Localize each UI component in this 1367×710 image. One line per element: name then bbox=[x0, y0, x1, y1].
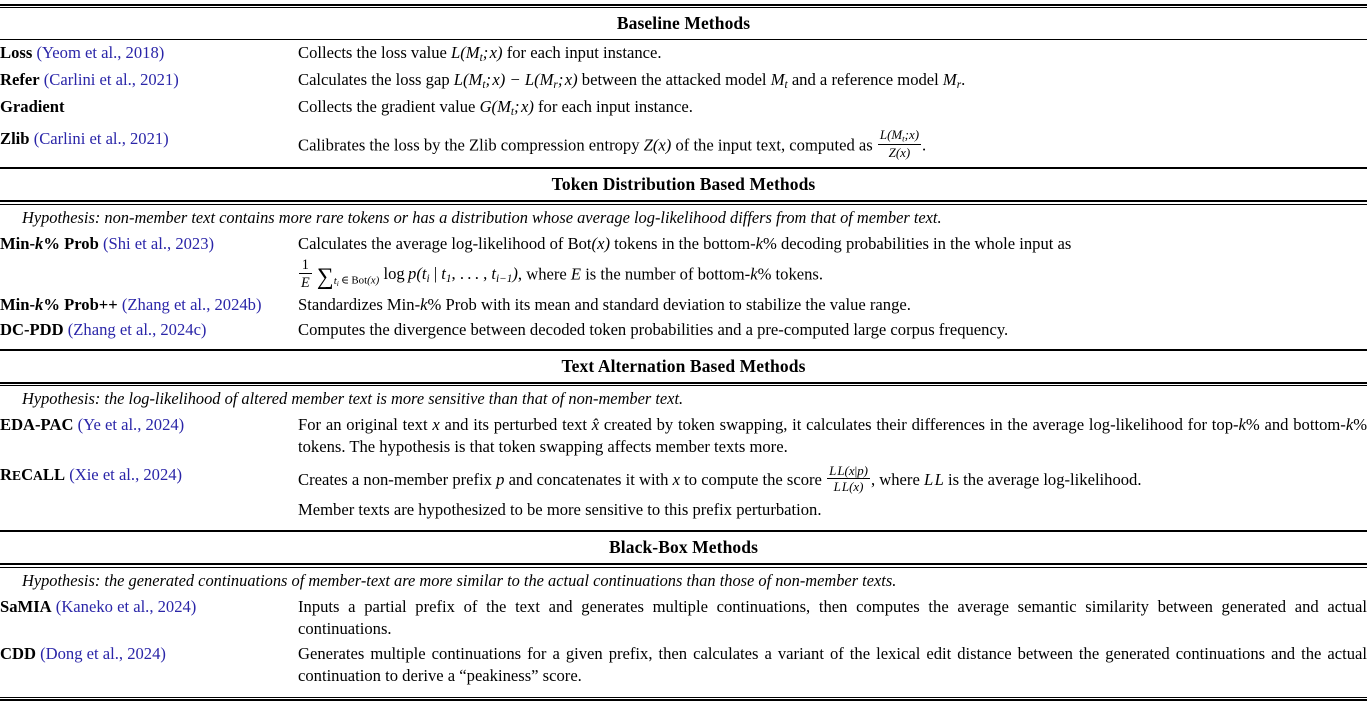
citation[interactable]: (Carlini et al., 2021) bbox=[33, 128, 169, 148]
table-row bbox=[0, 94, 1367, 121]
hypothesis-label: Hypothesis: bbox=[22, 207, 101, 227]
desc-text: Calculates the average log-likelihood of bbox=[298, 233, 568, 253]
method-name-mink bbox=[0, 231, 298, 292]
token-rows bbox=[0, 231, 1367, 342]
table-bottom-rule bbox=[0, 697, 1367, 701]
desc-text: for each input instance. bbox=[502, 42, 662, 62]
desc-text: Member texts are hypothesized to be more sensitive to this prefix perturbation. bbox=[298, 500, 822, 520]
table-row bbox=[0, 460, 1367, 523]
table-row bbox=[0, 413, 1367, 460]
method-name-refer bbox=[0, 67, 298, 94]
method-name-recall bbox=[0, 460, 298, 523]
math-loss: $L(M_t$; x) bbox=[451, 42, 503, 65]
method-label: Min-k% Prob++ bbox=[0, 294, 118, 314]
method-label: RECALL bbox=[0, 464, 66, 484]
desc-text: and concatenates it with bbox=[504, 469, 673, 489]
baseline-rows bbox=[0, 40, 1367, 161]
desc-text: Standardizes Min- bbox=[298, 294, 421, 314]
hypothesis-text: non-member text contains more rare tokens or has a distribution whose average log-likelihood differs from that of member text. bbox=[104, 207, 942, 227]
method-label: Gradient bbox=[0, 96, 65, 116]
method-label: EDA-PAC bbox=[0, 415, 74, 435]
table-row bbox=[0, 67, 1367, 94]
method-label: Min-k% Prob bbox=[0, 233, 99, 253]
desc-text: and its perturbed text bbox=[439, 415, 592, 435]
method-desc-gradient bbox=[298, 94, 1367, 121]
math-refer-gap: $L(M_t$; $x) - L(M_r$; x) bbox=[453, 69, 578, 92]
math-zx: Z(x) bbox=[643, 135, 672, 155]
method-desc-minkpp: Standardizes Min-k% Prob with its mean and standard deviation to stabilize the value range. bbox=[298, 294, 911, 314]
section-title-alternation: Text Alternation Based Methods bbox=[561, 355, 806, 376]
desc-text: % tokens. bbox=[757, 264, 824, 284]
desc-text: is the average log-likelihood. bbox=[943, 469, 1142, 489]
hypothesis-alternation bbox=[0, 386, 1367, 413]
desc-text: Computes the divergence between decoded token probabilities and a pre-computed large corpus frequency. bbox=[298, 319, 1009, 339]
desc-text: for each input instance. bbox=[533, 96, 693, 116]
citation[interactable]: (Zhang et al., 2024c) bbox=[67, 319, 207, 339]
section-title-blackbox: Black-Box Methods bbox=[609, 537, 758, 558]
method-name-samia bbox=[0, 594, 298, 641]
method-name-gradient bbox=[0, 94, 298, 121]
desc-text: Collects the gradient value bbox=[298, 96, 480, 116]
method-name-eda bbox=[0, 413, 298, 460]
math-zlib-fraction: $\frac{L(M_t;x)}{Z(x)}$ bbox=[879, 126, 919, 160]
desc-text: For an original text bbox=[298, 415, 433, 435]
citation[interactable]: (Yeom et al., 2018) bbox=[36, 42, 165, 62]
method-name-minkpp bbox=[0, 292, 298, 317]
method-label: Refer bbox=[0, 69, 40, 89]
citation[interactable]: (Shi et al., 2023) bbox=[102, 233, 215, 253]
desc-text: Calibrates the loss by the Zlib compression entropy bbox=[298, 135, 644, 155]
method-desc-mink: Calculates the average log-likelihood of Bot(x) tokens in the bottom-k% decoding probabilities in the whole input as $\frac{1}{E}$ $\sum_{t_i \in Bot(x)}$ $\log p(t_i$ | $t_1$, . . . , $t_{i-1}$), where E is the number of bottom-k% tokens. bbox=[298, 233, 1072, 291]
desc-text: % decoding probabilities in the whole input as bbox=[763, 233, 1072, 253]
desc-text: between the attacked model bbox=[577, 69, 771, 89]
hypothesis-text: the log-likelihood of altered member text is more sensitive than that of non-member text. bbox=[104, 389, 684, 409]
math-recall-fraction: $\frac{\text{L L(x|p)}}{\text{L L(x)}}$ bbox=[829, 462, 868, 494]
citation[interactable]: (Kaneko et al., 2024) bbox=[55, 596, 197, 616]
desc-text: Collects the loss value bbox=[298, 42, 452, 62]
method-desc-dcpdd bbox=[298, 317, 1367, 342]
method-desc-zlib bbox=[298, 122, 1367, 162]
method-name-loss bbox=[0, 40, 298, 67]
desc-text: Generates multiple continuations for a given prefix, then calculates a variant of the lexical edit distance between the generated continuations and the actual continuation to derive a “peakiness” score. bbox=[298, 643, 1367, 685]
method-label: Loss bbox=[0, 42, 33, 62]
math-x-hat: x̂ bbox=[591, 415, 600, 435]
table-row bbox=[0, 317, 1367, 342]
table-row bbox=[0, 292, 1367, 317]
section-title-baseline: Baseline Methods bbox=[616, 13, 751, 34]
desc-text: Inputs a partial prefix of the text and generates multiple continuations, then computes the average semantic similarity between generated and actual continuations. bbox=[298, 596, 1367, 638]
section-title-token: Token Distribution Based Methods bbox=[551, 174, 816, 195]
method-desc-samia bbox=[298, 594, 1367, 641]
citation[interactable]: (Dong et al., 2024) bbox=[40, 643, 166, 663]
math-gradient: $G(M_t$; x) bbox=[479, 96, 534, 119]
desc-text: created by token swapping, it calculates their differences in the average log-likelihood for top- bbox=[599, 415, 1239, 435]
method-desc-refer bbox=[298, 67, 1367, 94]
method-desc-loss bbox=[298, 40, 1367, 67]
math-one-over-e: $\frac{1}{E}$ bbox=[301, 256, 310, 291]
citation[interactable]: (Carlini et al., 2021) bbox=[43, 69, 179, 89]
blackbox-rows bbox=[0, 594, 1367, 688]
desc-text: , where bbox=[517, 264, 571, 284]
hypothesis-label: Hypothesis: bbox=[22, 570, 101, 590]
method-name-dcpdd bbox=[0, 317, 298, 342]
table-row bbox=[0, 594, 1367, 641]
method-desc-cdd bbox=[298, 641, 1367, 688]
citation[interactable]: (Xie et al., 2024) bbox=[69, 464, 183, 484]
method-label: DC-PDD bbox=[0, 319, 64, 339]
desc-text: . bbox=[922, 135, 927, 155]
method-label: SaMIA bbox=[0, 596, 52, 616]
table-row bbox=[0, 641, 1367, 688]
math-botx: Bot(x) bbox=[567, 233, 610, 253]
method-name-cdd bbox=[0, 641, 298, 688]
table-row bbox=[0, 122, 1367, 162]
desc-text: % tokens. The hypothesis is that token swapping affects member texts more. bbox=[298, 415, 1367, 457]
alternation-rows bbox=[0, 413, 1367, 523]
math-mt: $M_t$ bbox=[770, 69, 788, 92]
desc-text: tokens in the bottom- bbox=[609, 233, 756, 253]
desc-text: and a reference model bbox=[787, 69, 943, 89]
desc-text: . bbox=[961, 69, 966, 89]
desc-text: is the number of bottom- bbox=[581, 264, 751, 284]
desc-text: Calculates the loss gap bbox=[298, 69, 454, 89]
hypothesis-blackbox bbox=[0, 568, 1367, 595]
table-row bbox=[0, 40, 1367, 67]
desc-text: of the input text, computed as bbox=[671, 135, 877, 155]
desc-text: Creates a non-member prefix bbox=[298, 469, 497, 489]
method-desc-eda: For an original text x and its perturbed text x̂ created by token swapping, it calculates their differences in the average log-likelihood for top-k% and bottom-k% tokens. The hypothesis is that token swapping affects member texts more. bbox=[298, 415, 1367, 457]
citation[interactable]: (Ye et al., 2024) bbox=[77, 415, 185, 435]
desc-text: to compute the score bbox=[679, 469, 827, 489]
methods-table bbox=[0, 4, 1367, 701]
citation[interactable]: (Zhang et al., 2024b) bbox=[121, 294, 262, 314]
desc-text: % Prob with its mean and standard deviation to stabilize the value range. bbox=[427, 294, 911, 314]
method-label: Zlib bbox=[0, 128, 30, 148]
hypothesis-label: Hypothesis: bbox=[22, 389, 101, 409]
method-name-zlib bbox=[0, 122, 298, 162]
method-label: CDD bbox=[0, 643, 36, 663]
hypothesis-token bbox=[0, 205, 1367, 232]
desc-text: % and bottom- bbox=[1245, 415, 1346, 435]
math-sum-expr: $\sum_{t_i \in Bot(x)}$ $\log p(t_i$ | $t_1$, . . . , $t_{i-1}$) bbox=[316, 264, 518, 291]
hypothesis-text: the generated continuations of member-text are more similar to the actual continuations than those of non-member texts. bbox=[104, 570, 897, 590]
table-row bbox=[0, 231, 1367, 292]
desc-text: , where bbox=[870, 469, 924, 489]
math-mr: $M_r$ bbox=[942, 69, 962, 92]
method-desc-recall: Creates a non-member prefix p and concatenates it with x to compute the score $\frac{\text{L L(x|p)}}{\text{L L(x)}}$ , where L L is the average log-likelihood. Member texts are hypothesized to be more sensitive to this prefix perturbation. bbox=[298, 460, 1367, 523]
